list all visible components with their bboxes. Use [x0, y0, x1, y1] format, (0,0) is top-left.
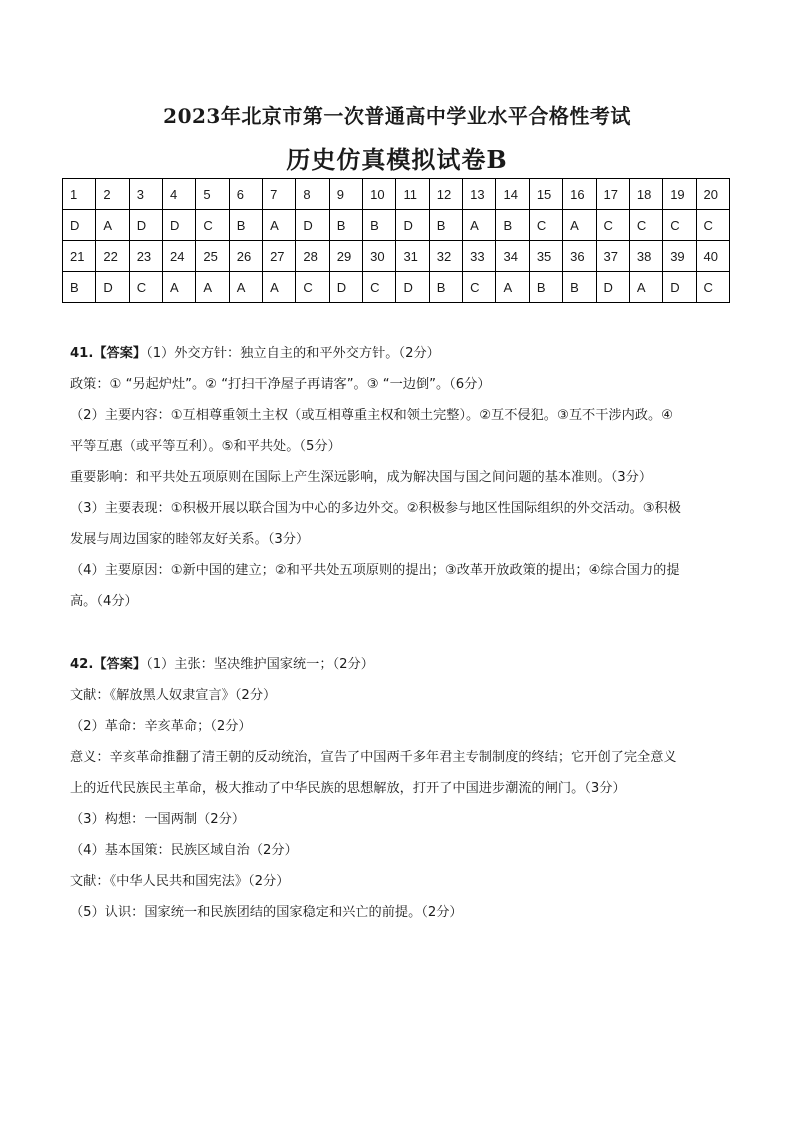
- answer-key-cell: B: [563, 272, 596, 303]
- question-number-cell: 6: [229, 179, 262, 210]
- question-number-cell: 38: [629, 241, 662, 272]
- question-number-row: [63, 179, 730, 210]
- answer-41-line-9: 高。（4分）: [70, 594, 138, 609]
- answer-key-cell: B: [363, 210, 396, 241]
- answer-42-number: 42.: [70, 657, 94, 672]
- question-number-cell: 17: [596, 179, 629, 210]
- answer-41-line-7: 发展与周边国家的睦邻友好关系。（3分）: [70, 532, 310, 547]
- answer-key-cell: D: [96, 272, 129, 303]
- answer-key-cell: C: [596, 210, 629, 241]
- answer-key-cell: C: [196, 210, 229, 241]
- answer-42-line-4: 意义：辛亥革命推翻了清王朝的反动统治，宣告了中国两千多年君主专制制度的终结；它开创了完全意义: [70, 750, 677, 765]
- answer-key-cell: D: [296, 210, 329, 241]
- answer-section-41: [70, 338, 730, 617]
- question-number-cell: 10: [363, 179, 396, 210]
- answer-key-row: [63, 210, 730, 241]
- question-number-cell: 24: [163, 241, 196, 272]
- answer-key-cell: C: [696, 210, 729, 241]
- answer-key-cell: A: [196, 272, 229, 303]
- answer-table: [62, 178, 730, 303]
- answer-41-line-3: （2）主要内容：①互相尊重领土主权（或互相尊重主权和领土完整）。②互不侵犯。③互不干涉内政。④: [70, 408, 673, 423]
- question-number-cell: 32: [429, 241, 462, 272]
- answer-42-tag: 【答案】: [93, 657, 147, 672]
- question-number-cell: 40: [696, 241, 729, 272]
- answer-key-cell: C: [629, 210, 662, 241]
- question-number-cell: 30: [363, 241, 396, 272]
- question-number-cell: 4: [163, 179, 196, 210]
- answer-key-cell: D: [396, 210, 429, 241]
- answer-key-cell: D: [396, 272, 429, 303]
- answer-key-cell: C: [663, 210, 696, 241]
- answer-key-cell: A: [263, 210, 296, 241]
- answer-42-line-3: （2）革命：辛亥革命；（2分）: [70, 719, 252, 734]
- answer-key-cell: C: [363, 272, 396, 303]
- question-number-cell: 2: [96, 179, 129, 210]
- answer-key-cell: A: [463, 210, 496, 241]
- exam-title: 2023年北京市第一次普通高中学业水平合格性考试: [163, 104, 631, 128]
- question-number-cell: 34: [496, 241, 529, 272]
- question-number-cell: 11: [396, 179, 429, 210]
- answer-41-line-6: （3）主要表现：①积极开展以联合国为中心的多边外交。②积极参与地区性国际组织的外交活动。③积极: [70, 501, 681, 516]
- question-number-cell: 22: [96, 241, 129, 272]
- answer-42-line-7: （4）基本国策：民族区域自治（2分）: [70, 843, 298, 858]
- answer-41-line-4: 平等互惠（或平等互利）。⑤和平共处。（5分）: [70, 439, 341, 454]
- question-number-cell: 3: [129, 179, 162, 210]
- question-number-cell: 21: [63, 241, 96, 272]
- question-number-cell: 39: [663, 241, 696, 272]
- answer-42-line-8: 文献：《中华人民共和国宪法》（2分）: [70, 874, 290, 889]
- answer-42-line-9: （5）认识：国家统一和民族团结的国家稳定和兴亡的前提。（2分）: [70, 905, 463, 920]
- answer-key-cell: D: [129, 210, 162, 241]
- answer-42-line-6: （3）构想：一国两制（2分）: [70, 812, 246, 827]
- question-number-cell: 26: [229, 241, 262, 272]
- question-number-cell: 5: [196, 179, 229, 210]
- answer-42-line-2: 文献：《解放黑人奴隶宣言》（2分）: [70, 688, 277, 703]
- answer-key-cell: B: [496, 210, 529, 241]
- answer-key-cell: A: [229, 272, 262, 303]
- answer-41-number: 41.: [70, 346, 94, 361]
- answer-key-cell: D: [663, 272, 696, 303]
- answer-key-cell: D: [329, 272, 362, 303]
- answer-key-cell: A: [563, 210, 596, 241]
- answer-key-cell: B: [429, 272, 462, 303]
- question-number-cell: 18: [629, 179, 662, 210]
- answer-42-line-1: 42.【答案】（1）主张：坚决维护国家统一；（2分）: [70, 657, 374, 672]
- question-number-cell: 16: [563, 179, 596, 210]
- answer-41-line-1: 41.【答案】（1）外交方针：独立自主的和平外交方针。（2分）: [70, 346, 440, 361]
- answer-key-cell: B: [63, 272, 96, 303]
- answer-41-line-5: 重要影响：和平共处五项原则在国际上产生深远影响，成为解决国与国之间问题的基本准则。（3分）: [70, 470, 653, 485]
- question-number-cell: 13: [463, 179, 496, 210]
- question-number-cell: 37: [596, 241, 629, 272]
- answer-key-cell: D: [63, 210, 96, 241]
- question-number-cell: 8: [296, 179, 329, 210]
- question-number-cell: 14: [496, 179, 529, 210]
- answer-key-cell: A: [263, 272, 296, 303]
- question-number-cell: 25: [196, 241, 229, 272]
- question-number-cell: 36: [563, 241, 596, 272]
- question-number-cell: 7: [263, 179, 296, 210]
- answer-41-line-2: 政策：① “另起炉灶”。② “打扫干净屋子再请客”。③ “一边倒”。（6分）: [70, 377, 491, 392]
- answer-key-cell: B: [529, 272, 562, 303]
- answer-section-42: [70, 649, 730, 928]
- answer-key-cell: B: [429, 210, 462, 241]
- question-number-cell: 12: [429, 179, 462, 210]
- answer-key-cell: A: [96, 210, 129, 241]
- answer-key-cell: B: [229, 210, 262, 241]
- answer-key-cell: C: [529, 210, 562, 241]
- answer-41-tag: 【答案】: [93, 346, 147, 361]
- answer-key-cell: A: [163, 272, 196, 303]
- question-number-cell: 28: [296, 241, 329, 272]
- answer-key-row: [63, 272, 730, 303]
- answer-key-cell: A: [496, 272, 529, 303]
- question-number-cell: 23: [129, 241, 162, 272]
- question-number-cell: 31: [396, 241, 429, 272]
- answer-key-cell: D: [163, 210, 196, 241]
- question-number-cell: 9: [329, 179, 362, 210]
- answer-key-cell: C: [463, 272, 496, 303]
- answer-key-cell: A: [629, 272, 662, 303]
- answer-42-line-5: 上的近代民族民主革命，极大推动了中华民族的思想解放，打开了中国进步潮流的闸门。（3分）: [70, 781, 626, 796]
- question-number-cell: 27: [263, 241, 296, 272]
- answer-key-cell: C: [129, 272, 162, 303]
- question-number-row: [63, 241, 730, 272]
- question-number-cell: 15: [529, 179, 562, 210]
- question-number-cell: 20: [696, 179, 729, 210]
- question-number-cell: 33: [463, 241, 496, 272]
- question-number-cell: 29: [329, 241, 362, 272]
- answer-key-cell: C: [296, 272, 329, 303]
- question-number-cell: 35: [529, 241, 562, 272]
- answer-key-cell: D: [596, 272, 629, 303]
- question-number-cell: 1: [63, 179, 96, 210]
- exam-subtitle: 历史仿真模拟试卷B: [286, 145, 508, 174]
- question-number-cell: 19: [663, 179, 696, 210]
- answer-key-cell: B: [329, 210, 362, 241]
- answer-41-line-8: （4）主要原因：①新中国的建立；②和平共处五项原则的提出；③改革开放政策的提出；④综合国力的提: [70, 563, 680, 578]
- answer-key-cell: C: [696, 272, 729, 303]
